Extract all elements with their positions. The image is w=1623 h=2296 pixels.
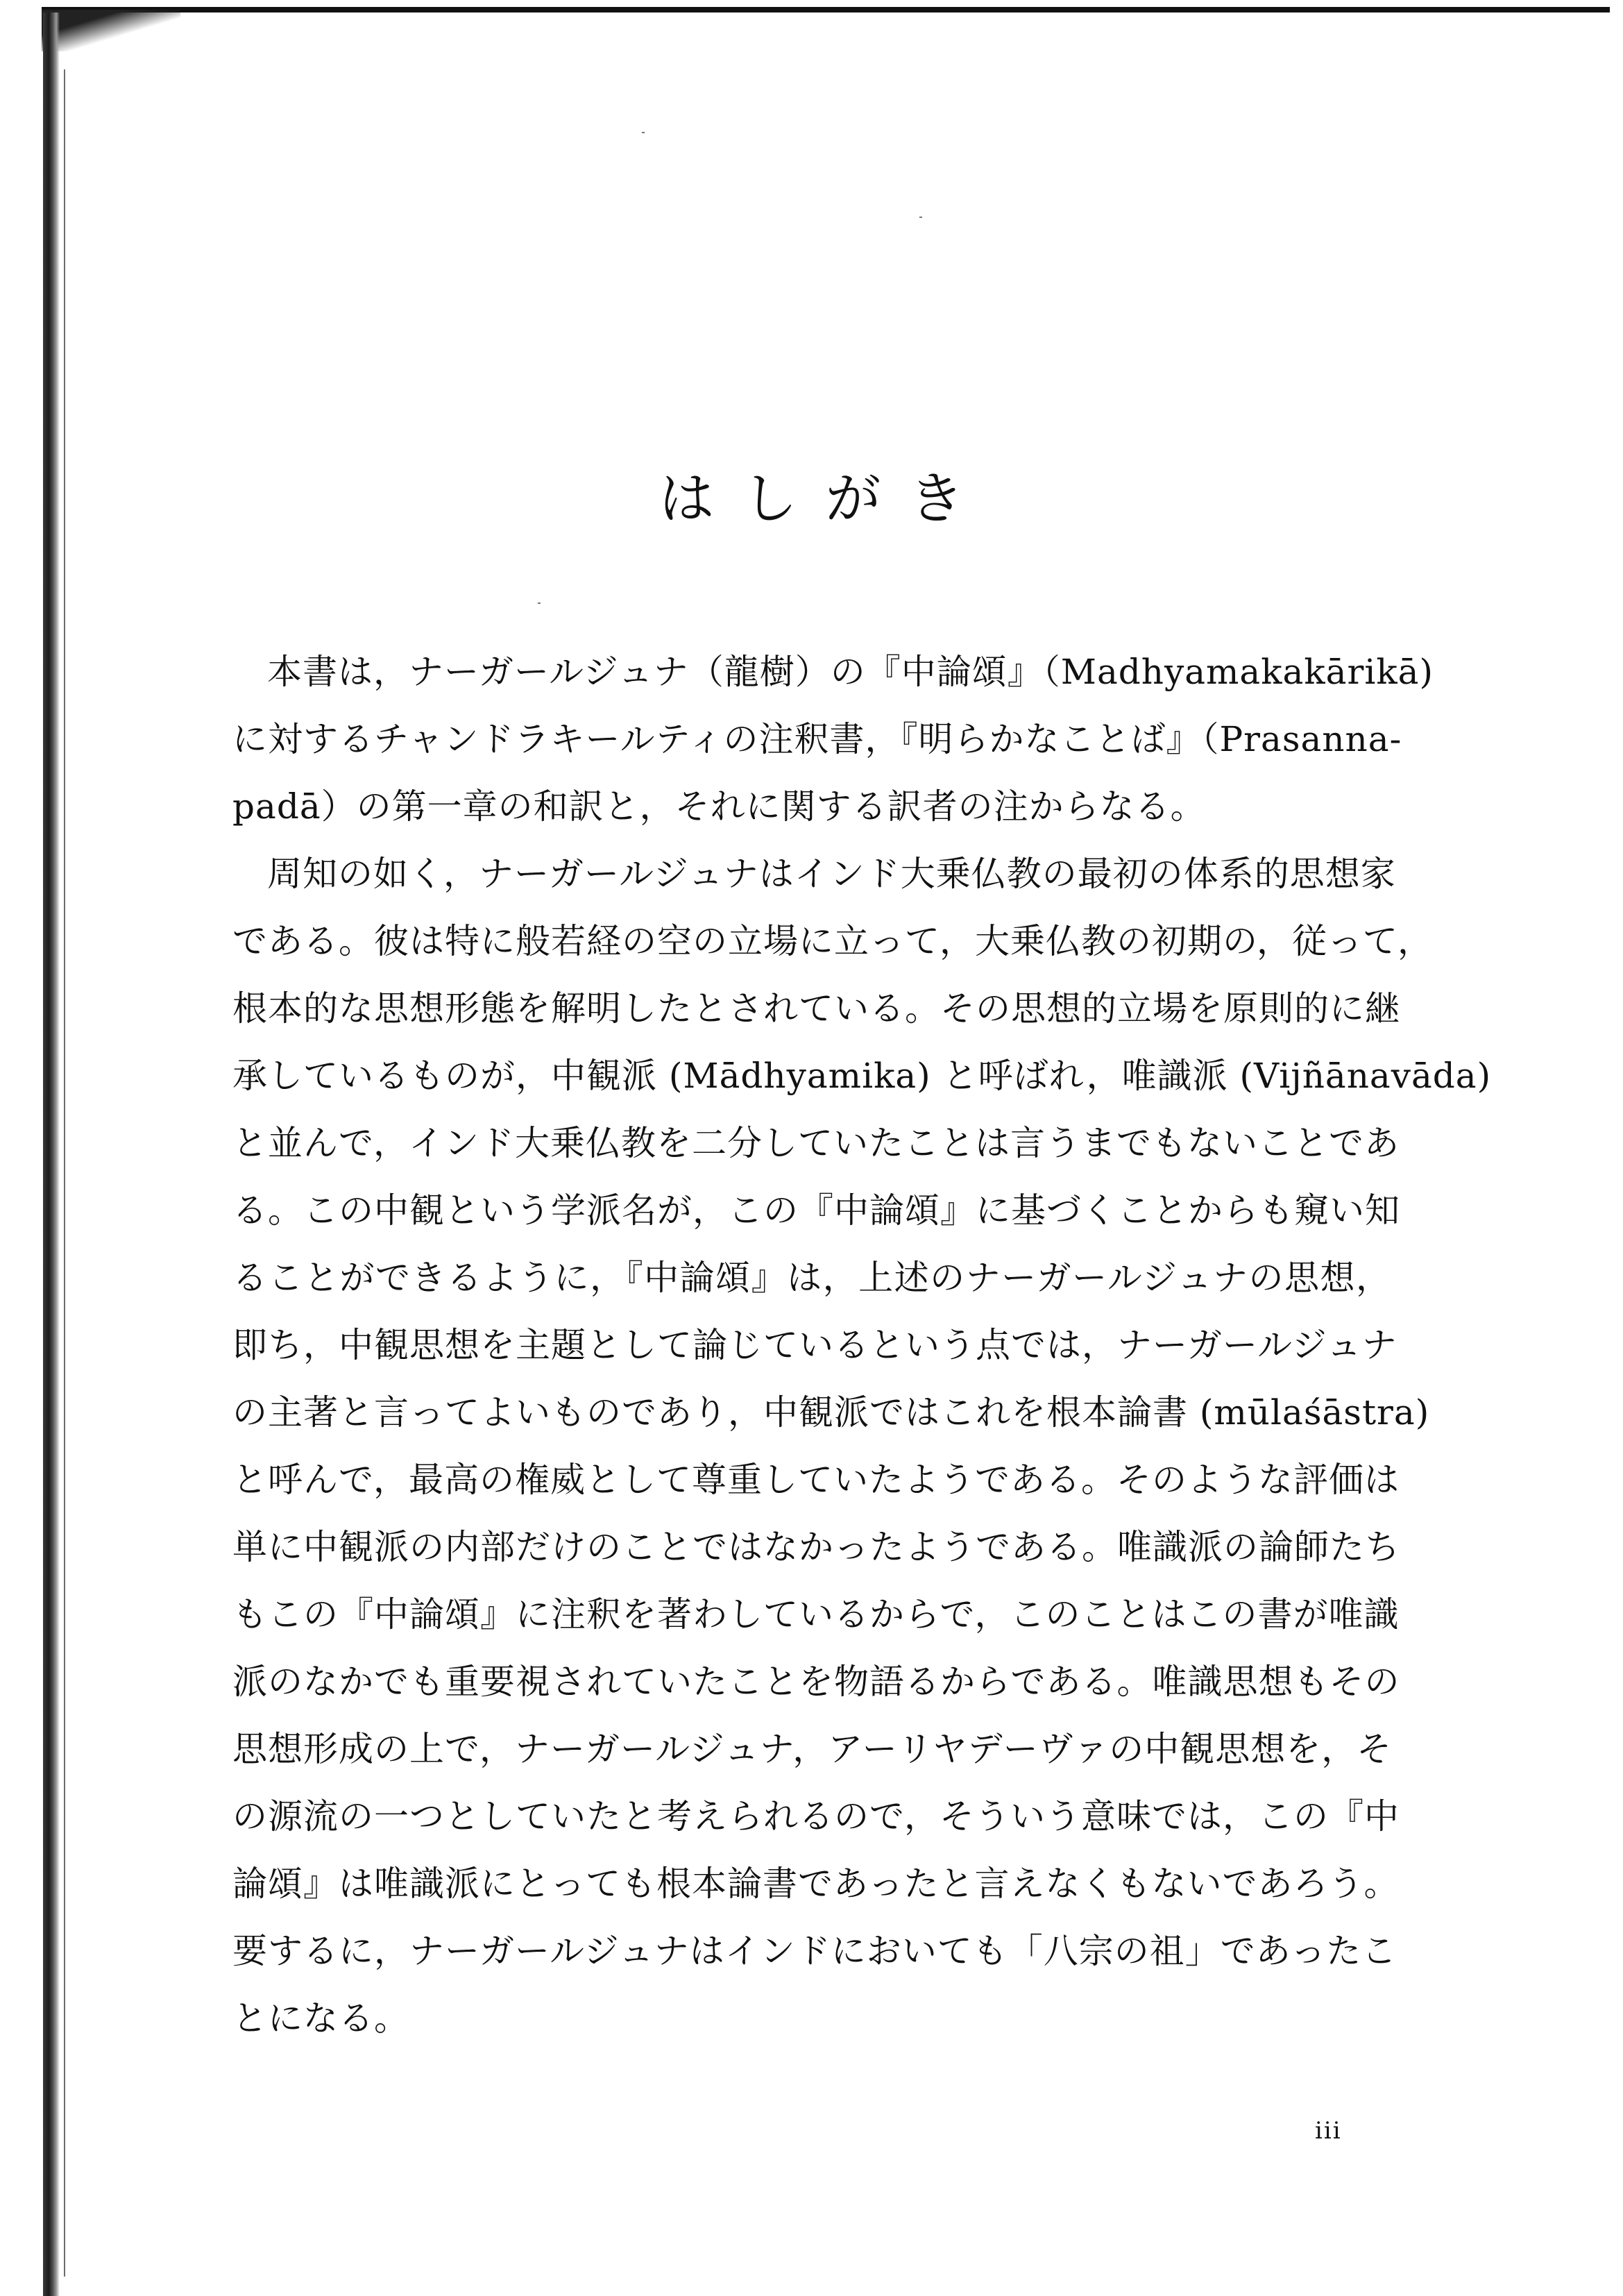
text-line: である。彼は特に般若経の空の立場に立って，大乗仏教の初期の，従って， — [232, 921, 1433, 961]
text-line: 本書は，ナーガールジュナ（龍樹）の『中論頌』（Madhyamakakārikā) — [267, 652, 1434, 692]
text-line: る。この中観という学派名が，この『中論頌』に基づくことからも窺い知 — [232, 1190, 1400, 1231]
scan-speck — [538, 602, 541, 604]
text-line: もこの『中論頌』に注釈を著わしているからで，このことはこの書が唯識 — [232, 1594, 1400, 1635]
text-line: 周知の如く，ナーガールジュナはインド大乗仏教の最初の体系的思想家 — [267, 854, 1396, 894]
text-line: に対するチャンドラキールティの注釈書，『明らかなことば』（Prasanna- — [232, 719, 1402, 759]
text-line: 承しているものが，中観派 (Mādhyamika) と呼ばれ，唯識派 (Vijñānavāda) — [232, 1056, 1492, 1096]
text-line: 即ち，中観思想を主題として論じているという点では，ナーガールジュナ — [232, 1325, 1397, 1365]
scan-top-edge — [42, 7, 1610, 12]
scan-speck — [642, 132, 645, 133]
text-line: 単に中観派の内部だけのことではなかったようである。唯識派の論師たち — [232, 1527, 1400, 1567]
scan-corner-shadow — [42, 10, 180, 51]
text-line: と並んで，インド大乗仏教を二分していたことは言うまでもないことであ — [232, 1123, 1400, 1163]
text-line: 論頌』は唯識派にとっても根本論書であったと言えなくもないであろう。 — [232, 1864, 1400, 1904]
text-line: 派のなかでも重要視されていたことを物語るからである。唯識思想もその — [232, 1662, 1400, 1702]
scan-book-spine — [43, 12, 60, 2296]
scan-speck — [919, 217, 922, 218]
text-line: 要するに，ナーガールジュナはインドにおいても「八宗の祖」であったこ — [232, 1931, 1397, 1971]
page-title: はしがき — [658, 466, 992, 531]
scan-spine-line — [64, 69, 65, 2277]
page-number: iii — [1315, 2117, 1342, 2145]
text-line: padā）の第一章の和訳と，それに関する訳者の注からなる。 — [232, 786, 1206, 827]
text-line: の源流の一つとしていたと考えられるので，そういう意味では，この『中 — [232, 1796, 1400, 1837]
text-line: 思想形成の上で，ナーガールジュナ，アーリヤデーヴァの中観思想を，そ — [232, 1729, 1393, 1769]
text-line: の主著と言ってよいものであり，中観派ではこれを根本論書 (mūlaśāstra) — [232, 1392, 1430, 1433]
text-line: とになる。 — [232, 1998, 409, 2038]
text-line: と呼んで，最高の権威として尊重していたようである。そのような評価は — [232, 1460, 1400, 1500]
body-text — [232, 639, 1492, 2052]
text-line: 根本的な思想形態を解明したとされている。その思想的立場を原則的に継 — [232, 988, 1400, 1029]
text-line: ることができるように，『中論頌』は，上述のナーガールジュナの思想， — [232, 1258, 1391, 1298]
